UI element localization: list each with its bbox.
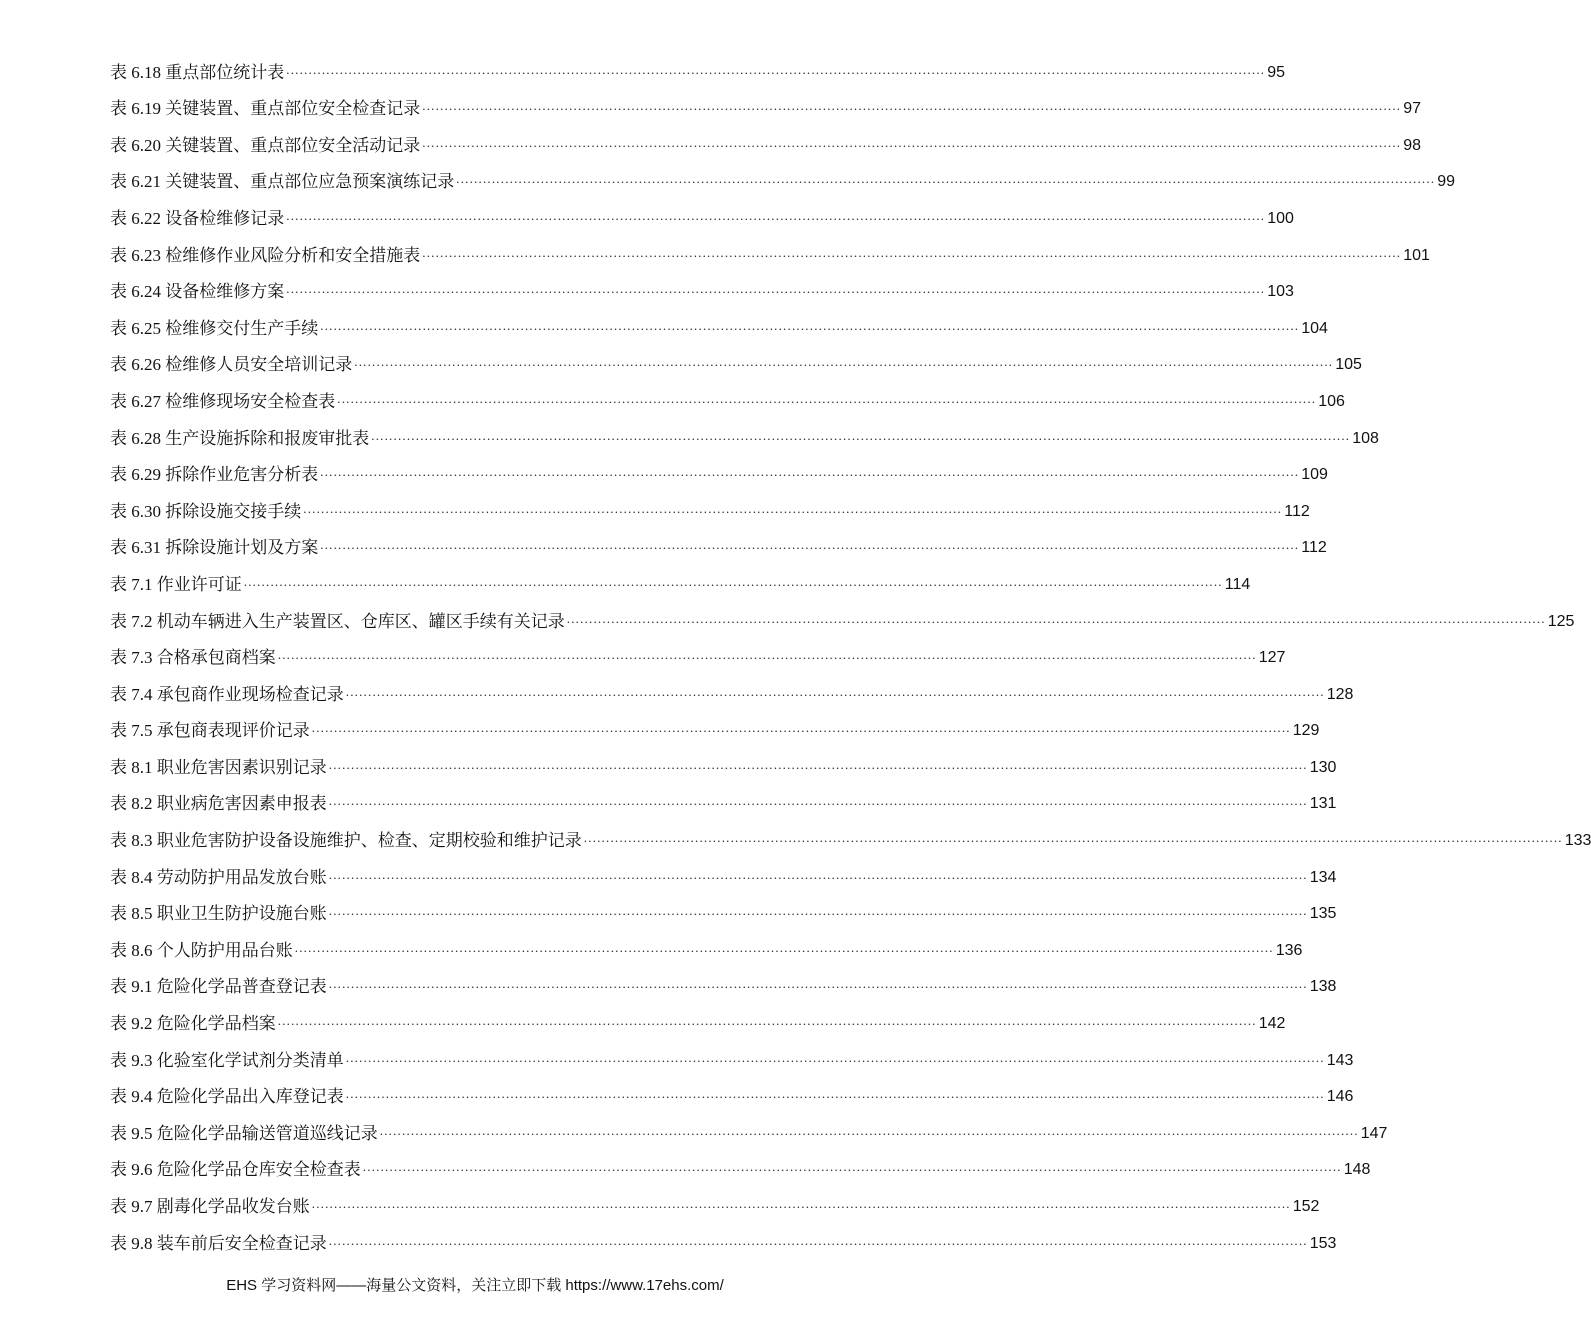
toc-entry[interactable] bbox=[110, 668, 1354, 705]
toc-entry-page-number[interactable]: 114 bbox=[1224, 575, 1251, 593]
toc-entry[interactable] bbox=[110, 997, 1286, 1034]
table-of-contents bbox=[110, 46, 1591, 1254]
toc-dot-leader: ............................................................................................................................................................................................................................ bbox=[286, 61, 1266, 77]
toc-entry-page-number[interactable]: 129 bbox=[1292, 722, 1320, 740]
toc-entry-page-number[interactable]: 138 bbox=[1309, 978, 1337, 996]
toc-entry-title[interactable]: 表 7.3 合格承包商档案 bbox=[110, 648, 276, 668]
toc-entry[interactable] bbox=[110, 1180, 1320, 1217]
toc-entry[interactable] bbox=[110, 302, 1328, 339]
toc-entry[interactable] bbox=[110, 119, 1422, 156]
toc-entry-page-number[interactable]: 108 bbox=[1352, 429, 1379, 447]
toc-dot-leader: ............................................................................................................................................................................................................................ bbox=[422, 134, 1402, 150]
toc-entry-title[interactable]: 表 6.29 拆除作业危害分析表 bbox=[110, 465, 319, 485]
toc-dot-leader: ............................................................................................................................................................................................................................ bbox=[311, 1196, 1291, 1211]
toc-entry-title[interactable]: 表 6.21 关键装置、重点部位应急预案演练记录 bbox=[110, 172, 455, 192]
toc-dot-leader: ............................................................................................................................................................................................................................ bbox=[371, 427, 1351, 443]
toc-entry-title[interactable]: 表 7.1 作业许可证 bbox=[110, 574, 242, 594]
toc-entry[interactable] bbox=[110, 1144, 1371, 1181]
toc-dot-leader: ............................................................................................................................................................................................................................ bbox=[320, 464, 1300, 480]
toc-entry[interactable] bbox=[110, 1217, 1337, 1254]
toc-dot-leader: ............................................................................................................................................................................................................................ bbox=[303, 500, 1283, 516]
toc-entry[interactable] bbox=[110, 522, 1327, 559]
toc-entry[interactable] bbox=[110, 1107, 1388, 1144]
toc-entry[interactable] bbox=[110, 1071, 1354, 1108]
toc-dot-leader: ............................................................................................................................................................................................................................ bbox=[422, 98, 1402, 114]
page-footer bbox=[0, 1274, 950, 1295]
toc-entry[interactable] bbox=[110, 924, 1303, 961]
toc-entry-page-number[interactable]: 142 bbox=[1258, 1015, 1286, 1033]
toc-dot-leader: ............................................................................................................................................................................................................................ bbox=[566, 610, 1546, 626]
toc-dot-leader: ............................................................................................................................................................................................................................ bbox=[320, 537, 1300, 553]
toc-dot-leader: ............................................................................................................................................................................................................................ bbox=[328, 756, 1308, 772]
toc-entry-page-number[interactable]: 103 bbox=[1267, 283, 1294, 301]
toc-entry-title[interactable]: 表 6.30 拆除设施交接手续 bbox=[110, 501, 302, 521]
toc-entry[interactable] bbox=[110, 339, 1362, 376]
toc-entry[interactable] bbox=[110, 814, 1591, 851]
toc-entry-page-number[interactable]: 134 bbox=[1309, 868, 1337, 886]
toc-entry-page-number[interactable]: 100 bbox=[1267, 209, 1294, 227]
toc-entry-title[interactable]: 表 8.6 个人防护用品台账 bbox=[110, 940, 293, 960]
toc-entry-title[interactable]: 表 9.4 危险化学品出入库登记表 bbox=[110, 1087, 344, 1107]
toc-entry[interactable] bbox=[110, 888, 1337, 925]
toc-entry-title[interactable]: 表 9.1 危险化学品普查登记表 bbox=[110, 977, 327, 997]
toc-entry-page-number[interactable]: 104 bbox=[1301, 319, 1328, 337]
toc-dot-leader: ............................................................................................................................................................................................................................ bbox=[337, 390, 1317, 406]
toc-dot-leader: ............................................................................................................................................................................................................................ bbox=[345, 1086, 1325, 1102]
toc-dot-leader: ............................................................................................................................................................................................................................ bbox=[583, 830, 1563, 846]
toc-entry-page-number[interactable]: 152 bbox=[1292, 1198, 1320, 1215]
toc-entry[interactable] bbox=[110, 192, 1294, 229]
toc-entry[interactable] bbox=[110, 46, 1286, 83]
toc-entry-page-number[interactable]: 153 bbox=[1309, 1234, 1337, 1252]
toc-entry-title[interactable]: 表 9.6 危险化学品仓库安全检查表 bbox=[110, 1160, 361, 1180]
toc-entry[interactable] bbox=[110, 558, 1251, 595]
toc-entry[interactable] bbox=[110, 705, 1320, 742]
toc-entry-title[interactable]: 表 8.1 职业危害因素识别记录 bbox=[110, 757, 327, 777]
toc-entry-title[interactable]: 表 9.7 剧毒化学品收发台账 bbox=[110, 1197, 310, 1216]
toc-dot-leader: ............................................................................................................................................................................................................................ bbox=[354, 354, 1334, 370]
toc-entry-page-number[interactable]: 127 bbox=[1258, 649, 1286, 667]
toc-entry-title[interactable]: 表 8.4 劳动防护用品发放台账 bbox=[110, 867, 327, 887]
toc-entry-page-number[interactable]: 99 bbox=[1437, 173, 1456, 191]
toc-entry-title[interactable]: 表 6.31 拆除设施计划及方案 bbox=[110, 538, 319, 558]
toc-entry-title[interactable]: 表 6.20 关键装置、重点部位安全活动记录 bbox=[110, 135, 421, 155]
toc-dot-leader: ............................................................................................................................................................................................................................ bbox=[277, 1013, 1257, 1029]
toc-entry-title[interactable]: 表 9.2 危险化学品档案 bbox=[110, 1014, 276, 1034]
toc-entry[interactable] bbox=[110, 1034, 1354, 1071]
toc-entry-title[interactable]: 表 9.3 化验室化学试剂分类清单 bbox=[110, 1050, 344, 1070]
toc-entry-page-number[interactable]: 95 bbox=[1267, 63, 1286, 81]
toc-dot-leader: ............................................................................................................................................................................................................................ bbox=[328, 866, 1308, 882]
toc-dot-leader: ............................................................................................................................................................................................................................ bbox=[320, 317, 1300, 333]
toc-entry[interactable] bbox=[110, 741, 1337, 778]
toc-entry[interactable] bbox=[110, 778, 1337, 815]
toc-dot-leader: ............................................................................................................................................................................................................................ bbox=[277, 647, 1257, 663]
toc-entry-page-number[interactable]: 147 bbox=[1360, 1124, 1388, 1142]
toc-entry-title[interactable]: 表 7.2 机动车辆进入生产装置区、仓库区、罐区手续有关记录 bbox=[110, 611, 565, 631]
toc-entry-title[interactable]: 表 6.23 检维修作业风险分析和安全措施表 bbox=[110, 245, 421, 265]
toc-dot-leader: ............................................................................................................................................................................................................................ bbox=[328, 976, 1308, 992]
toc-entry-page-number[interactable]: 146 bbox=[1326, 1088, 1354, 1106]
toc-entry-title[interactable]: 表 8.5 职业卫生防护设施台账 bbox=[110, 904, 327, 924]
toc-entry-title[interactable]: 表 6.25 检维修交付生产手续 bbox=[110, 318, 319, 338]
toc-entry[interactable] bbox=[110, 961, 1337, 998]
toc-entry-title[interactable]: 表 9.5 危险化学品输送管道巡线记录 bbox=[110, 1123, 378, 1143]
toc-entry-page-number[interactable]: 106 bbox=[1318, 392, 1345, 410]
toc-entry-page-number[interactable]: 136 bbox=[1275, 941, 1303, 959]
toc-dot-leader: ............................................................................................................................................................................................................................ bbox=[243, 573, 1223, 589]
toc-entry-page-number[interactable]: 148 bbox=[1343, 1161, 1371, 1179]
toc-entry[interactable] bbox=[110, 851, 1337, 888]
toc-dot-leader: ............................................................................................................................................................................................................................ bbox=[286, 207, 1266, 223]
toc-entry-page-number[interactable]: 135 bbox=[1309, 905, 1337, 923]
toc-entry[interactable] bbox=[110, 229, 1430, 266]
toc-entry-title[interactable]: 表 8.2 职业病危害因素申报表 bbox=[110, 794, 327, 814]
toc-entry-page-number[interactable]: 98 bbox=[1403, 136, 1422, 154]
toc-dot-leader: ............................................................................................................................................................................................................................ bbox=[311, 720, 1291, 736]
toc-entry-title[interactable]: 表 8.3 职业危害防护设备设施维护、检查、定期校验和维护记录 bbox=[110, 831, 582, 851]
toc-dot-leader: ............................................................................................................................................................................................................................ bbox=[328, 793, 1308, 809]
toc-dot-leader: ............................................................................................................................................................................................................................ bbox=[328, 903, 1308, 919]
toc-entry[interactable] bbox=[110, 375, 1345, 412]
toc-entry-title[interactable]: 表 9.8 装车前后安全检查记录 bbox=[110, 1233, 327, 1253]
toc-entry-page-number[interactable]: 97 bbox=[1403, 100, 1422, 118]
toc-dot-leader: ............................................................................................................................................................................................................................ bbox=[456, 171, 1436, 187]
footer-text: EHS 学习资料网——海量公文资料，关注立即下载 https://www.17ehs.com/ bbox=[226, 1277, 724, 1294]
toc-entry-page-number[interactable]: 109 bbox=[1301, 466, 1328, 484]
toc-entry-title[interactable]: 表 6.18 重点部位统计表 bbox=[110, 62, 285, 82]
toc-entry-title[interactable]: 表 6.28 生产设施拆除和报废审批表 bbox=[110, 428, 370, 448]
toc-entry[interactable] bbox=[110, 266, 1294, 303]
toc-dot-leader: ............................................................................................................................................................................................................................ bbox=[345, 1049, 1325, 1065]
toc-entry[interactable] bbox=[110, 156, 1456, 193]
toc-dot-leader: ............................................................................................................................................................................................................................ bbox=[422, 244, 1402, 260]
toc-entry-title[interactable]: 表 7.4 承包商作业现场检查记录 bbox=[110, 684, 344, 704]
toc-entry-page-number[interactable]: 112 bbox=[1301, 539, 1327, 557]
toc-dot-leader: ............................................................................................................................................................................................................................ bbox=[286, 281, 1266, 297]
toc-entry[interactable] bbox=[110, 485, 1310, 522]
toc-entry-page-number[interactable]: 105 bbox=[1335, 356, 1362, 374]
toc-entry[interactable] bbox=[110, 83, 1422, 120]
toc-entry[interactable] bbox=[110, 595, 1575, 632]
toc-entry-title[interactable]: 表 6.24 设备检维修方案 bbox=[110, 282, 285, 302]
toc-entry-title[interactable]: 表 6.22 设备检维修记录 bbox=[110, 208, 285, 228]
toc-entry-title[interactable]: 表 6.26 检维修人员安全培训记录 bbox=[110, 355, 353, 375]
toc-entry[interactable] bbox=[110, 412, 1379, 449]
toc-dot-leader: ............................................................................................................................................................................................................................ bbox=[328, 1232, 1308, 1248]
toc-dot-leader: ............................................................................................................................................................................................................................ bbox=[345, 683, 1325, 699]
toc-entry-page-number[interactable]: 131 bbox=[1309, 795, 1337, 813]
toc-dot-leader: ............................................................................................................................................................................................................................ bbox=[294, 939, 1274, 955]
toc-entry-page-number[interactable]: 130 bbox=[1309, 758, 1337, 776]
toc-entry[interactable] bbox=[110, 449, 1328, 486]
toc-dot-leader: ............................................................................................................................................................................................................................ bbox=[379, 1122, 1359, 1138]
toc-entry-page-number[interactable]: 143 bbox=[1326, 1051, 1354, 1069]
toc-entry-page-number[interactable]: 101 bbox=[1403, 246, 1430, 264]
toc-entry-title[interactable]: 表 6.19 关键装置、重点部位安全检查记录 bbox=[110, 99, 421, 119]
toc-dot-leader: ............................................................................................................................................................................................................................ bbox=[362, 1159, 1342, 1175]
toc-entry-page-number[interactable]: 133 bbox=[1564, 832, 1591, 850]
toc-entry-page-number[interactable]: 125 bbox=[1547, 612, 1575, 630]
toc-entry-title[interactable]: 表 7.5 承包商表现评价记录 bbox=[110, 721, 310, 741]
toc-entry[interactable] bbox=[110, 632, 1286, 669]
toc-entry-page-number[interactable]: 128 bbox=[1326, 685, 1354, 703]
toc-entry-page-number[interactable]: 112 bbox=[1284, 502, 1310, 520]
toc-entry-title[interactable]: 表 6.27 检维修现场安全检查表 bbox=[110, 391, 336, 411]
